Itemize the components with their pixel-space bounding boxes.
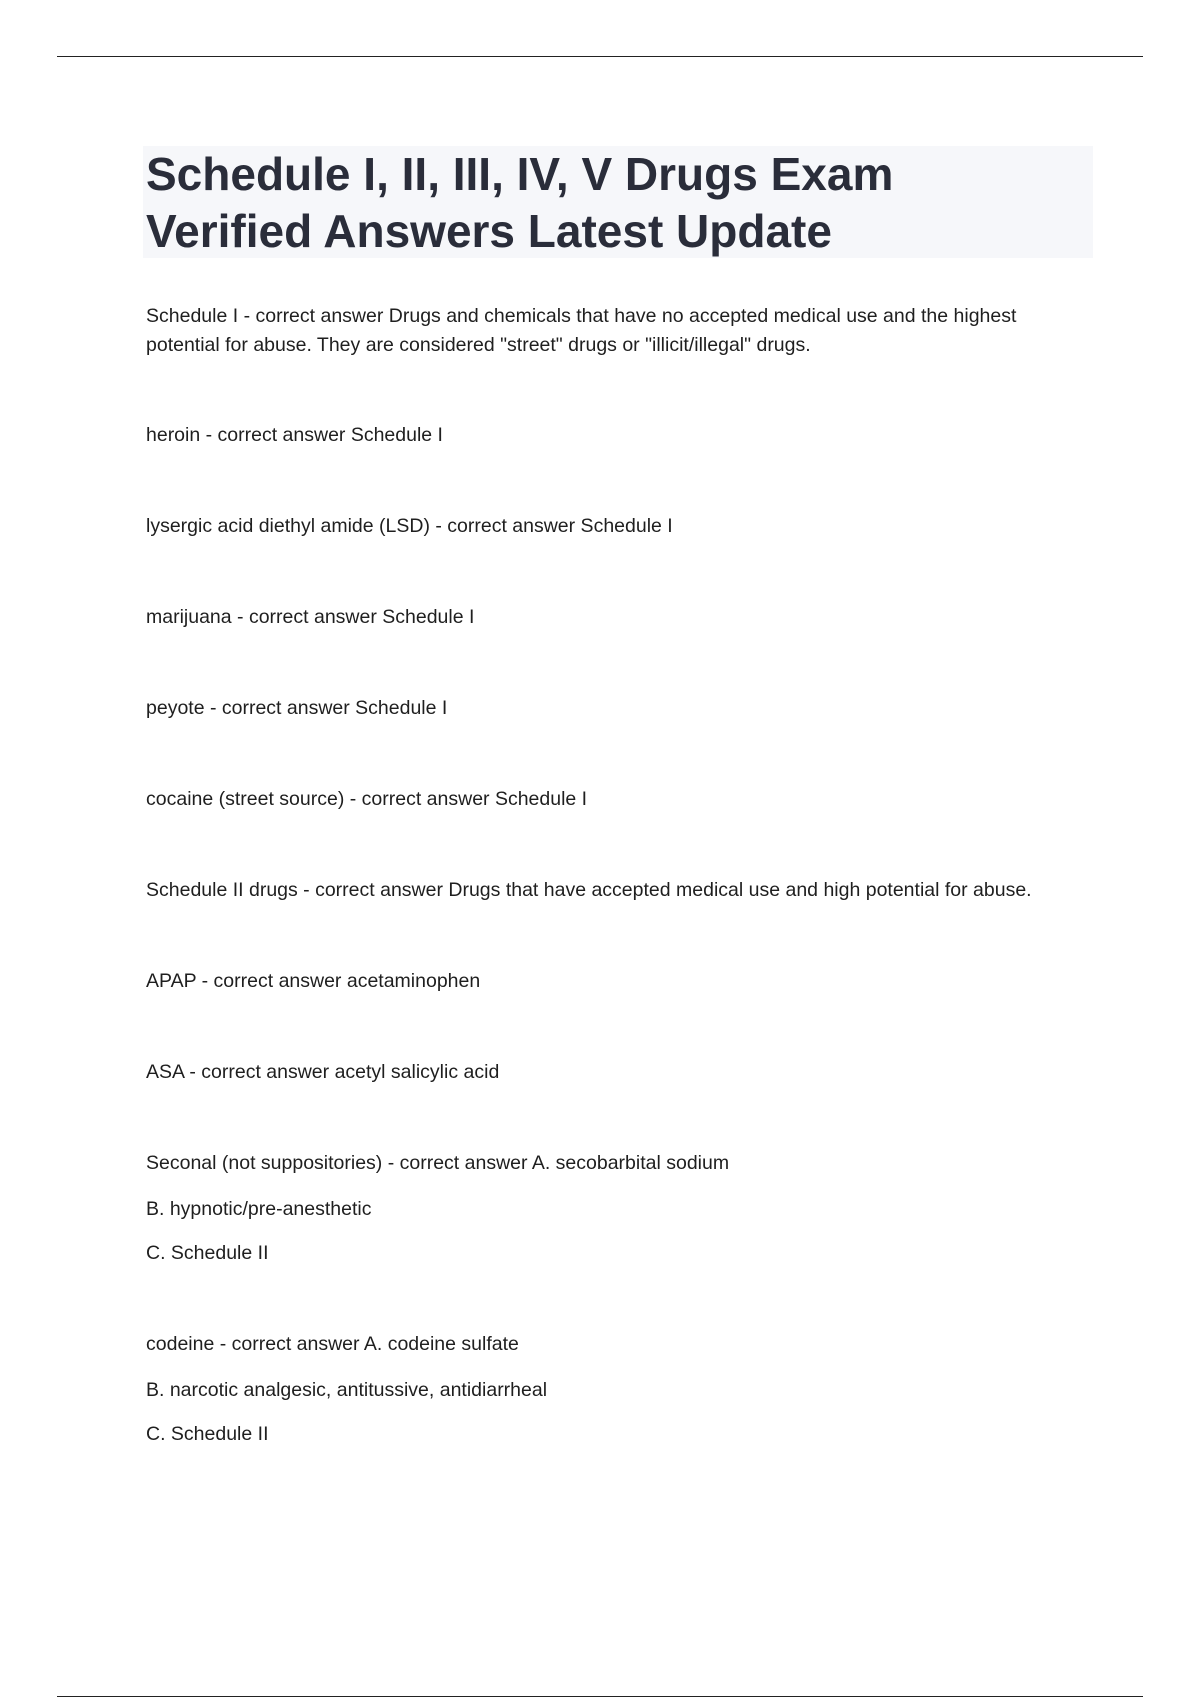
- entry-asa: ASA - correct answer acetyl salicylic acid: [146, 1061, 500, 1083]
- entry-seconal-line-2: B. hypnotic/pre-anesthetic: [146, 1198, 372, 1220]
- entry-lsd: lysergic acid diethyl amide (LSD) - correct answer Schedule I: [146, 515, 673, 537]
- entry-heroin: heroin - correct answer Schedule I: [146, 424, 443, 446]
- entry-marijuana: marijuana - correct answer Schedule I: [146, 606, 475, 628]
- top-rule: [57, 56, 1143, 57]
- entry-peyote: peyote - correct answer Schedule I: [146, 697, 448, 719]
- entry-seconal-line-1: Seconal (not suppositories) - correct answer A. secobarbital sodium: [146, 1152, 730, 1174]
- entry-schedule-i-line-1: Schedule I - correct answer Drugs and chemicals that have no accepted medical use and the highest: [146, 305, 1017, 327]
- entry-cocaine: cocaine (street source) - correct answer Schedule I: [146, 788, 588, 810]
- entry-schedule-i-line-2: potential for abuse. They are considered "street" drugs or "illicit/illegal" drugs.: [146, 334, 811, 356]
- page-title-line-1: Schedule I, II, III, IV, V Drugs Exam: [146, 148, 894, 200]
- entry-codeine-line-3: C. Schedule II: [146, 1423, 269, 1445]
- bottom-rule: [57, 1696, 1143, 1697]
- page-title-line-2: Verified Answers Latest Update: [146, 205, 832, 257]
- title-block: [143, 146, 1093, 258]
- entry-seconal-line-3: C. Schedule II: [146, 1242, 269, 1264]
- entry-codeine-line-2: B. narcotic analgesic, antitussive, antidiarrheal: [146, 1379, 548, 1401]
- entry-schedule-ii: Schedule II drugs - correct answer Drugs that have accepted medical use and high potential for abuse.: [146, 879, 1032, 901]
- entry-apap: APAP - correct answer acetaminophen: [146, 970, 481, 992]
- entry-codeine-line-1: codeine - correct answer A. codeine sulfate: [146, 1333, 519, 1355]
